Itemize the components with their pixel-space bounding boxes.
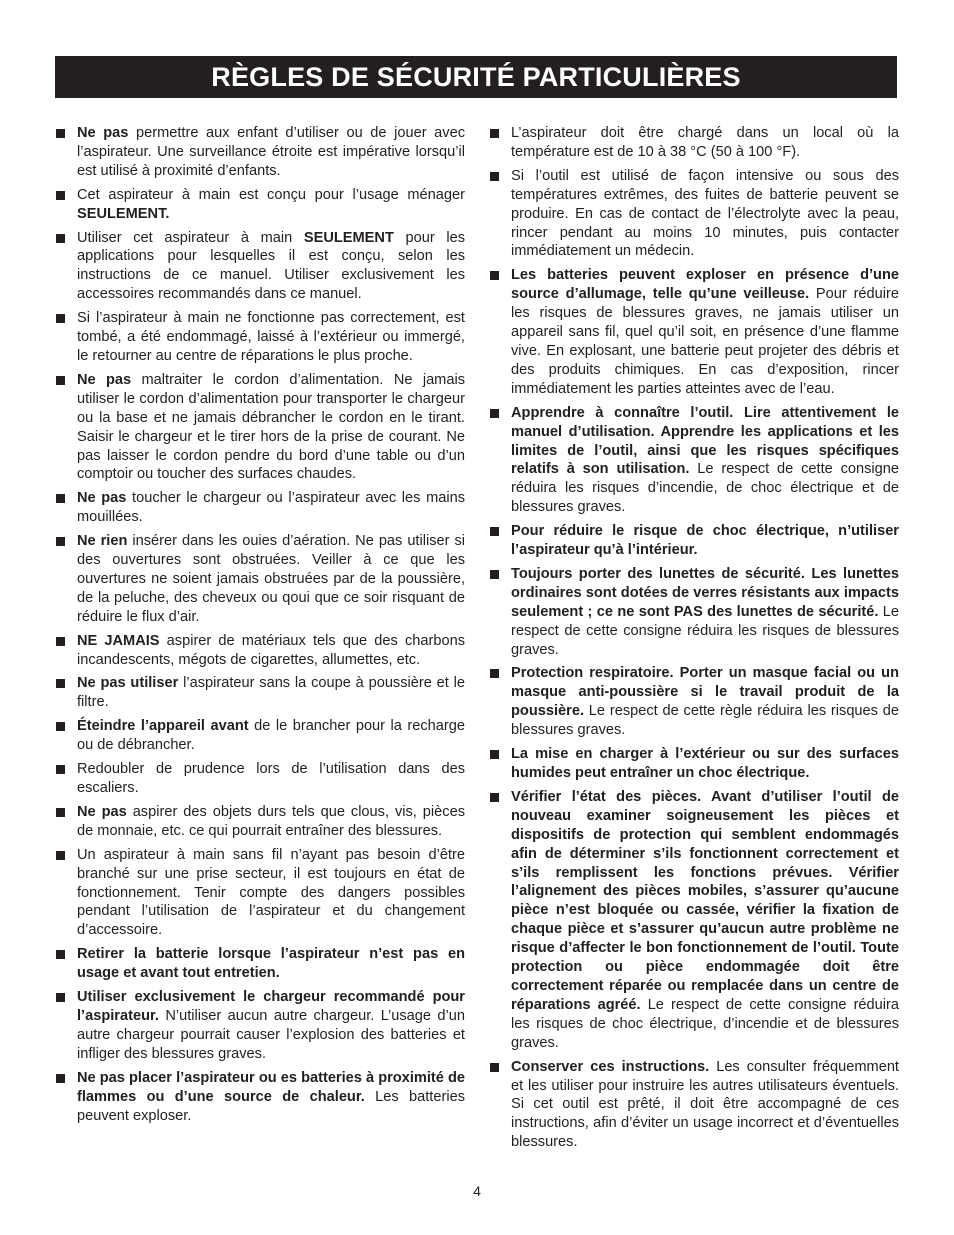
- rule-text: Utiliser cet aspirateur à main: [77, 229, 304, 246]
- rule-emphasis: Ne rien: [77, 533, 128, 550]
- rule-text: Les consulter fréquemment et les utiliser pour instruire les autres utilisateurs éventuels. Si cet outil est prêté, il doit être accompagné de ces instructions, afin d’éviter un usage incorrect et d’éventuelles blessures.: [511, 1058, 899, 1151]
- rule-emphasis: Pour réduire le risque de choc électrique, n’utiliser l’aspirateur qu’à l’intérieur.: [511, 523, 899, 559]
- rule-text: Si l’outil est utilisé de façon intensive ou sous des températures extrêmes, des fuites de batterie peuvent se produire. En cas de contact de l’électrolyte avec la peau, rincer pendant au moins 10 minutes, puis contacter immédiatement un médecin.: [511, 167, 899, 260]
- rule-text: pour les applications pour lesquelles il est conçu, selon les instructions de ce manuel. Utiliser exclusivement les accessoires recommandés dans ce manuel.: [77, 229, 465, 303]
- rule-item: [489, 745, 899, 783]
- rule-item: [55, 309, 465, 366]
- rule-item: [55, 532, 465, 627]
- rule-item: [55, 489, 465, 527]
- rule-item: [55, 846, 465, 941]
- page-title: RÈGLES DE SÉCURITÉ PARTICULIÈRES: [55, 56, 897, 98]
- rule-emphasis: Éteindre l’appareil avant: [77, 718, 249, 735]
- rule-text: Un aspirateur à main sans fil n’ayant pas besoin d’être branché sur une prise secteur, il est toujours en état de fonctionnement. Tenir compte des dangers possibles pendant l’utilisation de l’aspirateur et du changement d’accessoire.: [77, 846, 465, 939]
- rule-emphasis: Protection respiratoire. Porter un masque facial ou un masque anti-poussière si le travail produit de la poussière.: [511, 665, 899, 720]
- rule-text: maltraiter le cordon d’alimentation. Ne jamais utiliser le cordon d’alimentation pour transporter le chargeur ou la base et ne jamais débrancher le cordon en le tirant. Saisir le chargeur et le tirer hors de la prise de courant. Ne pas laisser le cordon pendre du bord d’une table ou d’un comptoir ou toucher des surfaces chaudes.: [77, 371, 465, 483]
- square-bullet-icon: [56, 950, 65, 959]
- rule-text: Le respect de cette règle réduira les risques de blessures graves.: [511, 703, 899, 739]
- rule-item: [489, 167, 899, 262]
- square-bullet-icon: [56, 851, 65, 860]
- rule-text: insérer dans les ouies d’aération. Ne pas utiliser si des ouvertures sont obstruées. Veiller à ce que les ouvertures ne soient jamais obstruées par de la poussière, de la peluche, des cheveux ou qoui que ce soir risquant de réduire le flux d’air.: [77, 533, 465, 625]
- rule-item: [55, 760, 465, 798]
- square-bullet-icon: [56, 191, 65, 200]
- rule-emphasis: Ne pas placer l’aspirateur ou es batteries à proximité de flammes ou d’une source de chaleur.: [77, 1069, 465, 1105]
- rule-text: de le brancher pour la recharge ou de débrancher.: [77, 718, 465, 754]
- rule-emphasis: Utiliser exclusivement le chargeur recommandé pour l’aspirateur.: [77, 989, 465, 1024]
- rule-text: Cet aspirateur à main est conçu pour l’usage ménager: [77, 186, 465, 203]
- rule-text: Le respect de cette consigne réduira les risques de choc électrique, d’incendie et de blessures graves.: [511, 996, 899, 1051]
- rule-emphasis: Vérifier l’état des pièces. Avant d’utiliser l’outil de nouveau examiner soigneusement les pièces et dispositifs de protection qui semblent endommagés afin de déterminer s’ils fonctionnent correctement et s’ils remplissent les fonctions prévues. Vérifier l’alignement des pièces mobiles, s’assurer qu’aucune pièce n’est bloquée ou cassée, vérifier la fixation de chaque pièce et s’assurer qu’aucun autre problème ne risque d’affecter le bon fonctionnement de l’outil. Toute protection ou pièce endommagée doit être correctement réparée ou remplacée dans un centre de réparations agréé.: [511, 788, 899, 1013]
- rule-item: [55, 674, 465, 712]
- rule-emphasis: SEULEMENT: [303, 229, 394, 246]
- rule-text: aspirer de matériaux tels que des charbons incandescents, mégots de cigarettes, allumettes, etc.: [77, 632, 465, 668]
- square-bullet-icon: [490, 669, 499, 678]
- rule-text: Le respect de cette consigne réduira les risques de blessures graves.: [511, 603, 899, 658]
- rule-emphasis: Ne pas: [77, 125, 129, 141]
- rule-item: [489, 124, 899, 162]
- rule-item: [55, 945, 465, 983]
- square-bullet-icon: [56, 637, 65, 646]
- rule-emphasis: NE JAMAIS: [77, 632, 160, 649]
- rule-emphasis: Ne pas: [77, 803, 127, 820]
- rule-item: [55, 124, 465, 181]
- right-column: [489, 124, 899, 1157]
- square-bullet-icon: [490, 527, 499, 536]
- square-bullet-icon: [56, 1074, 65, 1083]
- rule-emphasis: Les batteries peuvent exploser en présence d’une source d’allumage, telle qu’une veilleuse.: [511, 267, 899, 303]
- rule-emphasis: Ne pas utiliser: [77, 675, 179, 692]
- square-bullet-icon: [56, 993, 65, 1002]
- rule-item: [55, 1069, 465, 1126]
- rule-item: [489, 664, 899, 740]
- rule-text: N’utiliser aucun autre chargeur. L’usage d’un autre chargeur pourrait causer l’explosion des batteries et infliger des blessures graves.: [77, 1007, 465, 1062]
- square-bullet-icon: [56, 129, 65, 138]
- square-bullet-icon: [490, 793, 499, 802]
- left-column: [55, 124, 465, 1130]
- rule-emphasis: La mise en charger à l’extérieur ou sur des surfaces humides peut entraîner un choc électrique.: [511, 746, 899, 781]
- rule-item: [55, 632, 465, 670]
- rule-item: [55, 988, 465, 1064]
- rule-text: toucher le chargeur ou l’aspirateur avec les mains mouillées.: [77, 490, 466, 526]
- rule-emphasis: Apprendre à connaître l’outil. Lire attentivement le manuel d’utilisation. Apprendre les applications et les limites de l’outil, ainsi que les risques spécifiques relatifs à son utilisation.: [511, 404, 899, 478]
- rule-item: [489, 565, 899, 660]
- rule-text: l’aspirateur sans la coupe à poussière et le filtre.: [77, 675, 466, 711]
- square-bullet-icon: [56, 314, 65, 323]
- square-bullet-icon: [56, 376, 65, 385]
- square-bullet-icon: [56, 234, 65, 243]
- square-bullet-icon: [56, 494, 65, 503]
- rule-item: [489, 1058, 899, 1153]
- square-bullet-icon: [56, 537, 65, 546]
- rule-item: [55, 186, 465, 224]
- rule-text: L’aspirateur doit être chargé dans un local où la température est de 10 à 38 °C (50 à 100 °F).: [511, 125, 899, 160]
- square-bullet-icon: [490, 750, 499, 759]
- square-bullet-icon: [490, 129, 499, 138]
- rule-item: [55, 717, 465, 755]
- page-number: 4: [473, 1183, 481, 1199]
- square-bullet-icon: [490, 1063, 499, 1072]
- rule-text: Les batteries peuvent exploser.: [77, 1088, 465, 1124]
- rule-emphasis: Toujours porter des lunettes de sécurité. Les lunettes ordinaires sont dotées de verres résistants aux impacts seulement ; ce ne sont PAS des lunettes de sécurité.: [511, 565, 899, 620]
- rule-emphasis: Ne pas: [77, 371, 132, 388]
- square-bullet-icon: [490, 271, 499, 280]
- rule-text: Pour réduire les risques de blessures graves, ne jamais utiliser un appareil sans fil, quel qu’il soit, en présence d’une flamme vive. En explosant, une batterie peut projeter des débris et des produits chimiques. En cas d’exposition, rincer immédiatement les parties atteintes avec de l’eau.: [511, 286, 899, 397]
- rule-item: [489, 522, 899, 560]
- rule-item: [55, 803, 465, 841]
- square-bullet-icon: [56, 722, 65, 731]
- right-rules-list: [489, 124, 899, 1152]
- rule-item: [489, 404, 899, 517]
- rule-item: [55, 371, 465, 484]
- square-bullet-icon: [490, 409, 499, 418]
- rule-text: permettre aux enfant d’utiliser ou de jouer avec l’aspirateur. Une surveillance étroite est impérative lorsqu’il est utilisé à proximité d’enfants.: [77, 125, 466, 179]
- rule-text: Si l’aspirateur à main ne fonctionne pas correctement, est tombé, a été endommagé, laissé à l’extérieur ou immergé, le retourner au centre de réparations le plus proche.: [77, 310, 465, 364]
- rule-text: Redoubler de prudence lors de l’utilisation dans des escaliers.: [77, 761, 465, 796]
- square-bullet-icon: [490, 570, 499, 579]
- rule-item: [489, 266, 899, 398]
- square-bullet-icon: [56, 765, 65, 774]
- square-bullet-icon: [490, 172, 499, 181]
- square-bullet-icon: [56, 679, 65, 688]
- rule-item: [55, 229, 465, 305]
- rule-emphasis: Conserver ces instructions.: [511, 1058, 710, 1075]
- rule-emphasis: Retirer la batterie lorsque l’aspirateur n’est pas en usage et avant tout entretien.: [77, 946, 465, 982]
- rule-text: aspirer des objets durs tels que clous, vis, pièces de monnaie, etc. ce qui pourrait entraîner des blessures.: [77, 803, 465, 839]
- rule-text: Le respect de cette consigne réduira les risques d’incendie, de choc électrique et de blessures graves.: [511, 461, 899, 516]
- left-rules-list: [55, 124, 465, 1125]
- rule-item: [489, 788, 899, 1053]
- rule-emphasis: SEULEMENT.: [77, 205, 170, 222]
- square-bullet-icon: [56, 808, 65, 817]
- rule-emphasis: Ne pas: [77, 490, 127, 507]
